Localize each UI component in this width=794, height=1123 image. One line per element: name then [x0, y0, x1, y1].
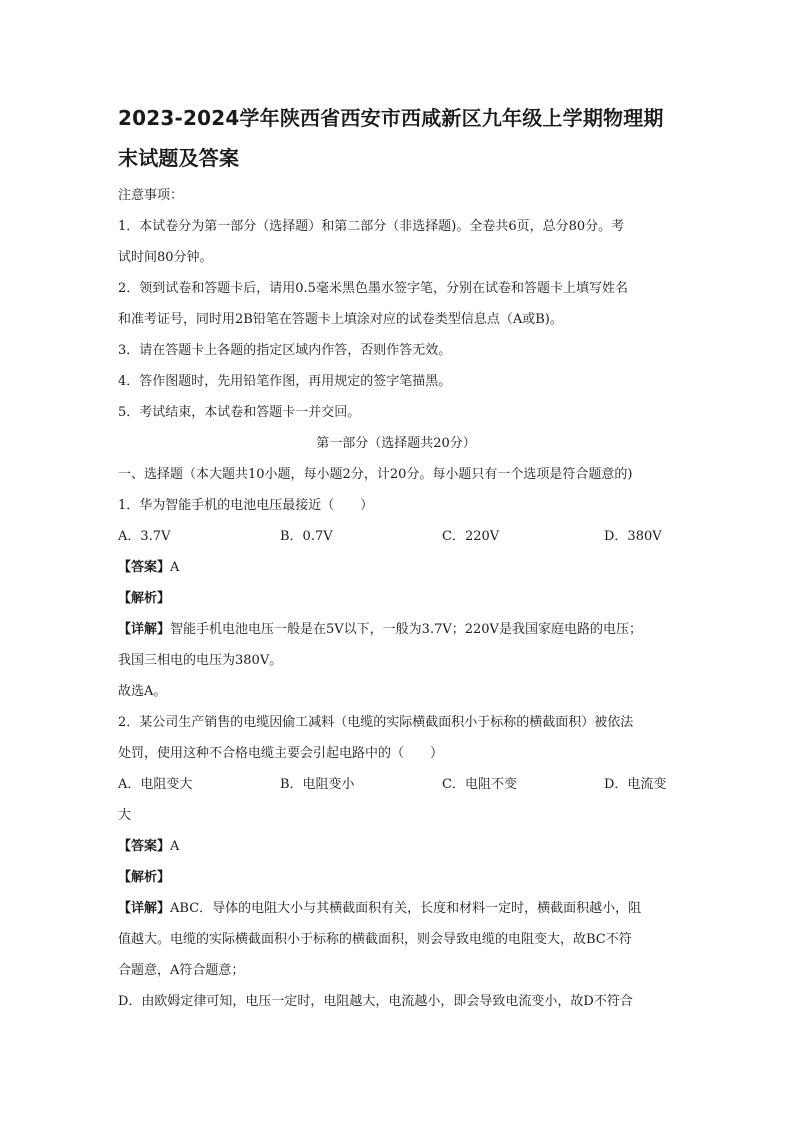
notice-line: 1．本试卷分为第一部分（选择题）和第二部分（非选择题)。全卷共6页，总分80分。考 [118, 219, 625, 234]
analysis-tag: 【解析】 [118, 591, 171, 606]
notice-line: 3．请在答题卡上各题的指定区域内作答，否则作答无效。 [118, 343, 452, 358]
q2-option-d: D．电流变 [604, 777, 667, 792]
notice-line: 试时间80分钟。 [118, 250, 213, 265]
q1-options [118, 521, 674, 552]
document-title [118, 98, 674, 178]
q2-option-a: A．电阻变大 [118, 777, 193, 792]
q1-option-a: A．3.7V [118, 529, 171, 544]
q2-detail-text: ABC．导体的电阻大小与其横截面积有关，长度和材料一定时，横截面积越小，阻 [170, 901, 642, 916]
answer-tag: 【答案】 [118, 560, 171, 575]
q2-answer-value: A [170, 839, 180, 854]
q2-detail-line-2: 值越大。电缆的实际横截面积小于标称的横截面积，则会导致电缆的电阻变大，故BC不符 [118, 932, 632, 947]
detail-tag: 【详解】 [118, 622, 171, 637]
notice-line: 2．领到试卷和答题卡后，请用0.5毫米黑色墨水签字笔，分别在试卷和答题卡上填写姓名 [118, 281, 628, 296]
q1-answer [118, 552, 674, 583]
q2-detail-line-4: D．由欧姆定律可知，电压一定时，电阻越大，电流越小，即会导致电流变小，故D不符合 [118, 994, 633, 1009]
notice-line: 4．答作图题时，先用铅笔作图，再用规定的签字笔描黑。 [118, 374, 452, 389]
q2-detail-line-3: 合题意，A符合题意； [118, 963, 245, 978]
title-line-1: 2023-2024学年陕西省西安市西咸新区九年级上学期物理期 [118, 106, 664, 130]
q1-analysis [118, 583, 674, 614]
title-line-2: 末试题及答案 [118, 146, 240, 170]
notice-line: 和准考证号，同时用2B铅笔在答题卡上填涂对应的试卷类型信息点（A或B)。 [118, 312, 563, 327]
answer-tag: 【答案】 [118, 839, 171, 854]
analysis-tag: 【解析】 [118, 870, 171, 885]
q2-analysis [118, 862, 674, 893]
section1-heading: 一、选择题（本大题共10小题，每小题2分，计20分。每小题只有一个选项是符合题意的) [118, 467, 633, 482]
q2-option-c: C．电阻不变 [442, 777, 517, 792]
notice-line: 5．考试结束，本试卷和答题卡一并交回。 [118, 405, 361, 420]
q2-stem-line-2: 处罚，使用这种不合格电缆主要会引起电路中的（ ） [118, 746, 444, 761]
q2-stem-line-1: 2．某公司生产销售的电缆因偷工减料（电缆的实际横截面积小于标称的横截面积）被依法 [118, 715, 634, 730]
q2-option-wrap: 大 [118, 808, 132, 823]
q1-detail [118, 614, 674, 645]
notice-heading: 注意事项： [118, 188, 184, 203]
q2-detail [118, 893, 674, 924]
q1-detail-line-2: 我国三相电的电压为380V。 [118, 653, 283, 668]
document-page [118, 98, 674, 1017]
q1-option-c: C．220V [442, 529, 500, 544]
q1-stem: 1．华为智能手机的电池电压最接近（ ） [118, 498, 374, 513]
q1-detail-text: 智能手机电池电压一般是在5V以下，一般为3.7V；220V是我国家庭电路的电压； [170, 622, 642, 637]
q2-options [118, 769, 674, 800]
q2-option-b: B．电阻变小 [280, 777, 355, 792]
q1-answer-value: A [170, 560, 180, 575]
q1-option-b: B．0.7V [280, 529, 333, 544]
detail-tag: 【详解】 [118, 901, 171, 916]
q2-answer [118, 831, 674, 862]
q1-option-d: D．380V [604, 529, 662, 544]
part1-heading: 第一部分（选择题共20分） [316, 436, 476, 451]
q1-conclusion: 故选A。 [118, 684, 167, 699]
